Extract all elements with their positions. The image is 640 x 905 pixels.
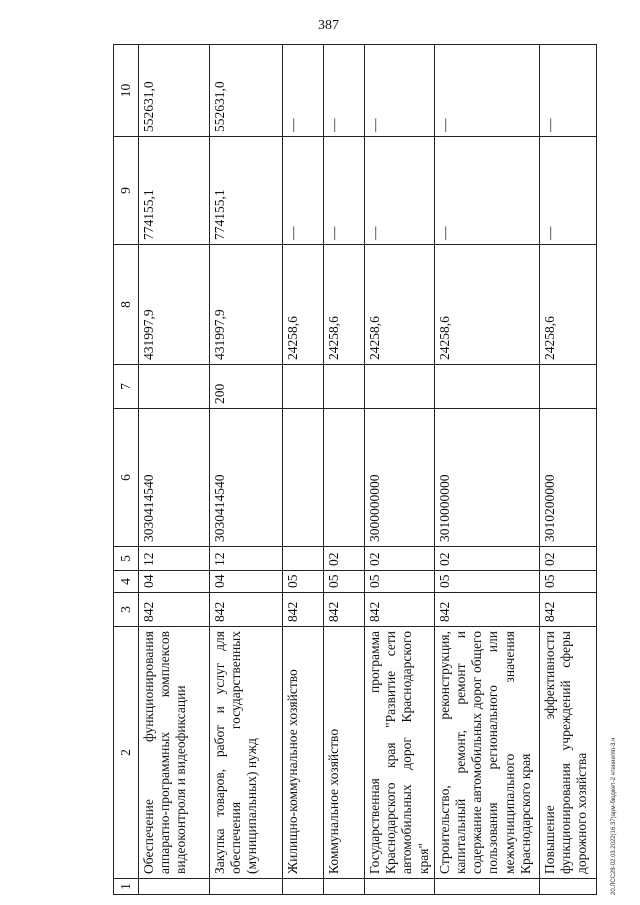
row-cell: 3010000000	[434, 409, 539, 547]
table-row	[210, 45, 283, 895]
table-row	[283, 45, 324, 895]
row-cell: 02	[365, 547, 435, 571]
row-description: Жилищно-коммунальное хозяйство	[283, 627, 324, 879]
row-cell: 12	[139, 547, 210, 571]
table-header-row	[114, 45, 139, 895]
column-header: 8	[114, 245, 139, 365]
row-amount: 431997,9	[210, 245, 283, 365]
row-cell: 842	[324, 593, 365, 627]
row-cell: 05	[539, 571, 596, 593]
row-amount: —	[365, 45, 435, 137]
row-amount: 24258,6	[539, 245, 596, 365]
column-header: 4	[114, 571, 139, 593]
row-amount: —	[283, 137, 324, 245]
row-cell	[539, 365, 596, 409]
table-row	[324, 45, 365, 895]
row-cell	[324, 365, 365, 409]
document-stamp: 20.ЛСС28-02.03.2022(16.37)арм-бюджет-2 чтение/пп-3.ч	[611, 737, 617, 895]
budget-table	[113, 44, 597, 895]
row-cell	[283, 547, 324, 571]
column-header: 7	[114, 365, 139, 409]
row-cell: 842	[210, 593, 283, 627]
row-cell: 04	[210, 571, 283, 593]
row-amount: 431997,9	[139, 245, 210, 365]
row-cell	[139, 365, 210, 409]
column-header: 9	[114, 137, 139, 245]
row-cell: 3030414540	[210, 409, 283, 547]
row-cell	[210, 879, 283, 895]
row-cell	[434, 365, 539, 409]
page-number: 387	[318, 18, 339, 33]
row-amount: 552631,0	[210, 45, 283, 137]
row-amount: 774155,1	[139, 137, 210, 245]
row-cell: 05	[283, 571, 324, 593]
table-row	[434, 45, 539, 895]
column-header: 1	[114, 879, 139, 895]
row-cell	[365, 879, 435, 895]
row-cell: 3000000000	[365, 409, 435, 547]
row-cell: 02	[539, 547, 596, 571]
row-amount: 774155,1	[210, 137, 283, 245]
row-cell	[539, 879, 596, 895]
row-cell: 842	[139, 593, 210, 627]
column-header: 10	[114, 45, 139, 137]
row-amount: —	[434, 137, 539, 245]
row-cell: 05	[434, 571, 539, 593]
row-cell: 3030414540	[139, 409, 210, 547]
row-cell	[324, 879, 365, 895]
row-cell: 3010200000	[539, 409, 596, 547]
row-description: Государственная программа Краснодарского края "Развитие сети автомобильных дорог Краснодарского края"	[365, 627, 435, 879]
row-amount: 24258,6	[283, 245, 324, 365]
row-cell	[324, 409, 365, 547]
column-header: 6	[114, 409, 139, 547]
row-cell	[283, 879, 324, 895]
row-cell	[283, 365, 324, 409]
row-cell	[434, 879, 539, 895]
column-header: 3	[114, 593, 139, 627]
row-cell: 02	[324, 547, 365, 571]
row-description: Повышение эффективности функционирования учреждений сферы дорожного хозяйства	[539, 627, 596, 879]
table-row	[365, 45, 435, 895]
row-description: Строительство, реконструкция, капитальный ремонт, ремонт и содержание автомобильных дорог общего пользования регионального или межмуниципального значения Краснодарского края	[434, 627, 539, 879]
table-row	[539, 45, 596, 895]
row-description: Коммунальное хозяйство	[324, 627, 365, 879]
row-cell: 05	[324, 571, 365, 593]
row-amount: 24258,6	[365, 245, 435, 365]
row-amount: 24258,6	[324, 245, 365, 365]
column-header: 2	[114, 627, 139, 879]
row-cell: 842	[365, 593, 435, 627]
row-cell: 05	[365, 571, 435, 593]
row-amount: —	[365, 137, 435, 245]
column-header: 5	[114, 547, 139, 571]
row-amount: —	[283, 45, 324, 137]
row-description: Обеспечение функционирования аппаратно-программных комплексов видеоконтроля и видеофиксации	[139, 627, 210, 879]
row-cell: 842	[283, 593, 324, 627]
row-cell: 04	[139, 571, 210, 593]
row-cell	[283, 409, 324, 547]
row-cell: 842	[539, 593, 596, 627]
row-amount: —	[539, 137, 596, 245]
row-cell: 842	[434, 593, 539, 627]
row-amount: —	[539, 45, 596, 137]
table-row	[139, 45, 210, 895]
row-amount: —	[324, 45, 365, 137]
row-cell	[139, 879, 210, 895]
row-cell: 12	[210, 547, 283, 571]
row-description: Закупка товаров, работ и услуг для обеспечения государственных (муниципальных) нужд	[210, 627, 283, 879]
row-amount: 552631,0	[139, 45, 210, 137]
row-cell	[365, 365, 435, 409]
row-cell: 200	[210, 365, 283, 409]
row-amount: —	[324, 137, 365, 245]
row-cell: 02	[434, 547, 539, 571]
row-amount: —	[434, 45, 539, 137]
row-amount: 24258,6	[434, 245, 539, 365]
